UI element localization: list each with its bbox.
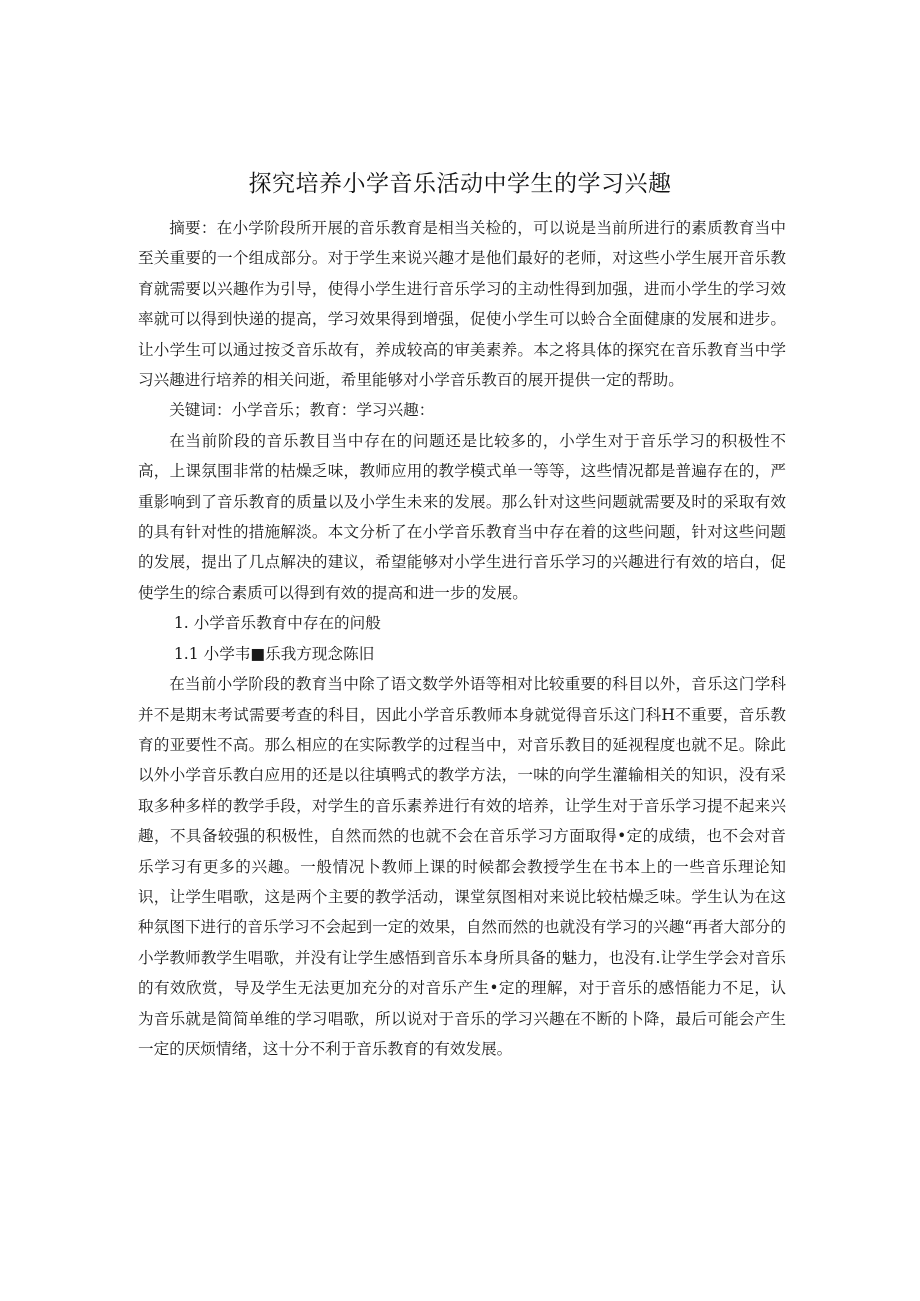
intro-paragraph: 在当前阶段的音乐教目当中存在的问题还是比较多的，小学生对于音乐学习的积极性不高，上课氛围非常的枯燥乏味，教师应用的教学模式单一等等，这些情况都是普遍存在的，严重影响到了音乐教育的质量以及小学生未来的发展。那么针对这些问题就需要及时的采取有效的具有针对性的措施解淡。本文分析了在小学音乐教育当中存在着的这些问题，针对这些问题的发展，提出了几点解决的建议，希望能够对小学生进行音乐学习的兴趣进行有效的培白，促使学生的综合素质可以得到有效的提高和进一步的发展。: [138, 431, 786, 602]
section-heading-1: 1. 小学音乐教育中存在的问般: [173, 614, 381, 633]
document-body: [138, 213, 786, 1064]
section-heading-1-1: 1.1 小学韦■乐我方现念陈旧: [173, 644, 375, 663]
body-paragraph: 在当前小学阶段的教育当中除了语文数学外语等相对比较重要的科目以外，音乐这门学科并不是期末考试需要考查的科目，因此小学音乐教师本身就觉得音乐这门科H不重要，音乐教育的亚要性不高。那么相应的在实际教学的过程当中，对音乐教目的延视程度也就不足。除此以外小学音乐教白应用的还是以往填鸭式的教学方法，一味的向学生灌输相关的知识，没有采取多种多样的教学手段，对学生的音乐素养进行有效的培养，让学生对于音乐学习提不起来兴趣，不具备较强的积极性，自然而然的也就不会在音乐学习方面取得•定的成绩，也不会对音乐学习有更多的兴趣。一般情况卜教师上课的时候都会教授学生在书本上的一些音乐理论知识，让学生唱歌，这是两个主要的教学活动，课堂氛图相对来说比较枯燥乏味。学生认为在这种氛图下进行的音乐学习不会起到一定的效果，自然而然的也就没有学习的兴趣“再者大部分的小学教师教学生唱歌，并没有让学生感悟到音乐本身所具备的魅力，也没有.让学生学会对音乐的有效欣赏，导及学生无法更加充分的对音乐产生•定的理解，对于音乐的感悟能力不足，认为音乐就是简简单维的学习唱歌，所以说对于音乐的学习兴趣在不断的卜降，最后可能会产生一定的厌烦情绪，这十分不利于音乐教育的有效发展。: [138, 675, 786, 1058]
document-title: 探究培养小学音乐活动中学生的学习兴趣: [248, 171, 672, 197]
keywords-paragraph: 关键词：小学音乐；教育：学习兴趣：: [169, 401, 435, 420]
abstract-paragraph: 摘要：在小学阶段所开展的音乐教育是相当关检的，可以说是当前所进行的素质教育当中至关重要的一个组成部分。对于学生来说兴趣才是他们最好的老师，对这些小学生展开音乐教育就需要以兴趣作为引导，使得小学生进行音乐学习的主动性得到加强，进而小学生的学习效率就可以得到快递的提高，学习效果得到增强，促使小学生可以蛉合全面健康的发展和进步。让小学生可以通过按爻音乐故有，养成较高的审美素养。本之将具体的探究在音乐教育当中学习兴趣进行培养的相关问逝，希里能够对小学音乐教百的展开提供一定的帮助。: [138, 219, 786, 390]
